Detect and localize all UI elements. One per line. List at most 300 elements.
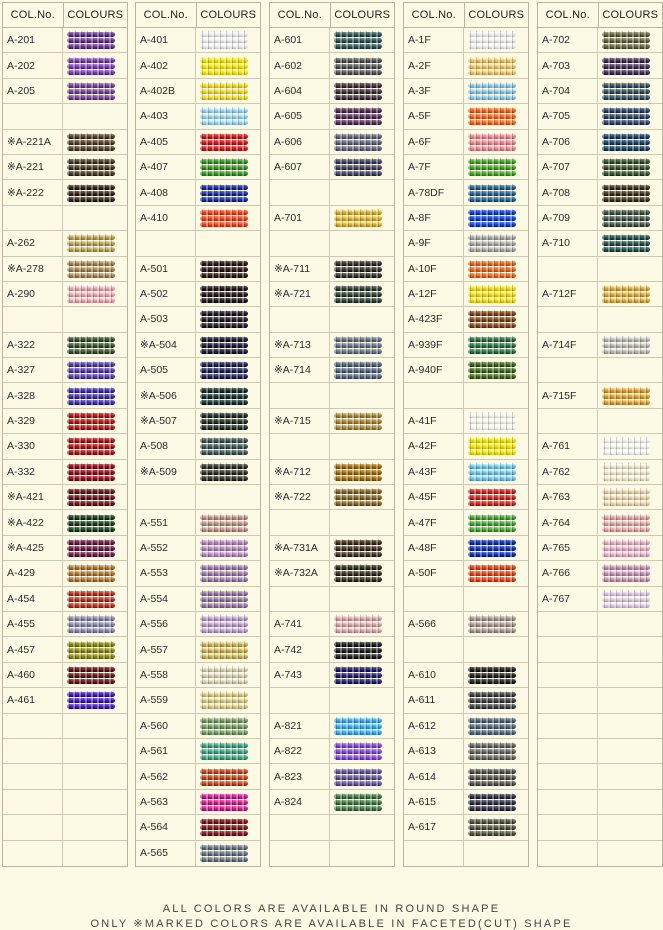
table-row: [136, 409, 260, 434]
swatch-cell: [63, 282, 127, 306]
bead-swatch: [200, 310, 248, 328]
color-code: A-402: [136, 53, 196, 77]
column-header: [136, 3, 260, 28]
bead-swatch: [602, 82, 650, 100]
swatch-cell: [598, 663, 662, 687]
color-code: A-3F: [404, 79, 464, 103]
table-row: [270, 307, 394, 332]
bead-swatch: [200, 260, 248, 278]
table-row: [270, 79, 394, 104]
color-code: ※A-425: [3, 536, 63, 560]
color-code: ※A-712: [270, 460, 330, 484]
table-row: [404, 206, 528, 231]
bead-swatch: [602, 234, 650, 252]
swatch-cell: [196, 383, 260, 407]
bead-swatch: [602, 387, 650, 405]
color-code: ※A-504: [136, 333, 196, 357]
color-code: A-565: [136, 841, 196, 866]
table-row: [538, 637, 662, 662]
column-3: [269, 2, 395, 867]
bead-swatch: [67, 336, 115, 354]
bead-swatch: [602, 564, 650, 582]
column-header: [538, 3, 662, 28]
color-code: A-558: [136, 663, 196, 687]
bead-swatch: [468, 310, 516, 328]
bead-swatch: [602, 209, 650, 227]
table-row: [3, 637, 127, 662]
color-code: [538, 739, 598, 763]
swatch-cell: [330, 79, 394, 103]
table-row: [538, 561, 662, 586]
color-code: A-706: [538, 130, 598, 154]
color-code: [3, 104, 63, 128]
color-code: A-508: [136, 434, 196, 458]
color-code: A-566: [404, 612, 464, 636]
swatch-cell: [464, 612, 528, 636]
swatch-cell: [196, 663, 260, 687]
color-code: A-205: [3, 79, 63, 103]
bead-swatch: [468, 412, 516, 430]
table-row: [404, 28, 528, 53]
swatch-cell: [330, 485, 394, 509]
colours-header: COLOURS: [67, 9, 124, 21]
swatch-cell: [196, 434, 260, 458]
bead-swatch: [602, 107, 650, 125]
color-code: [404, 637, 464, 661]
swatch-cell: [330, 790, 394, 814]
color-code: A-41F: [404, 409, 464, 433]
bead-swatch: [67, 184, 115, 202]
swatch-cell: [598, 587, 662, 611]
table-row: [136, 434, 260, 459]
swatch-cell: [330, 815, 394, 839]
table-row: [404, 739, 528, 764]
color-code: ※A-714: [270, 358, 330, 382]
swatch-cell: [598, 434, 662, 458]
color-code: A-559: [136, 688, 196, 712]
table-row: [538, 257, 662, 282]
swatch-cell: [330, 510, 394, 534]
table-row: [538, 79, 662, 104]
bead-swatch: [334, 57, 382, 75]
color-code: A-557: [136, 637, 196, 661]
color-code: A-606: [270, 130, 330, 154]
color-code: A-742: [270, 637, 330, 661]
swatch-cell: [63, 383, 127, 407]
swatch-cell: [196, 460, 260, 484]
table-row: [538, 358, 662, 383]
swatch-cell: [63, 663, 127, 687]
swatch-cell: [330, 764, 394, 788]
table-row: [270, 510, 394, 535]
table-row: [404, 409, 528, 434]
swatch-cell: [63, 180, 127, 204]
swatch-cell: [598, 79, 662, 103]
bead-swatch: [468, 133, 516, 151]
swatch-cell: [196, 688, 260, 712]
swatch-cell: [196, 231, 260, 255]
col-no-header: COL.No.: [3, 3, 64, 27]
swatch-cell: [330, 104, 394, 128]
bead-swatch: [602, 184, 650, 202]
color-code: [538, 815, 598, 839]
color-code: [270, 231, 330, 255]
color-code: ※A-221: [3, 155, 63, 179]
swatch-cell: [63, 815, 127, 839]
color-code: A-761: [538, 434, 598, 458]
color-code: [538, 790, 598, 814]
bead-swatch: [468, 539, 516, 557]
table-row: [270, 358, 394, 383]
bead-swatch: [602, 57, 650, 75]
color-code: A-552: [136, 536, 196, 560]
swatch-cell: [330, 434, 394, 458]
color-code: A-403: [136, 104, 196, 128]
color-code: ※A-222: [3, 180, 63, 204]
table-row: [404, 460, 528, 485]
swatch-cell: [598, 130, 662, 154]
swatch-cell: [464, 79, 528, 103]
color-code: A-703: [538, 53, 598, 77]
table-row: [538, 485, 662, 510]
color-code: A-605: [270, 104, 330, 128]
color-code: A-501: [136, 257, 196, 281]
table-row: [3, 28, 127, 53]
color-code: A-262: [3, 231, 63, 255]
table-row: [136, 663, 260, 688]
bead-swatch: [67, 615, 115, 633]
table-row: [136, 460, 260, 485]
bead-swatch: [67, 31, 115, 49]
swatch-cell: [464, 536, 528, 560]
swatch-cell: [196, 815, 260, 839]
color-code: [538, 307, 598, 331]
table-row: [136, 333, 260, 358]
swatch-cell: [330, 587, 394, 611]
table-row: [3, 155, 127, 180]
table-row: [404, 180, 528, 205]
bead-swatch: [200, 590, 248, 608]
table-row: [270, 130, 394, 155]
swatch-cell: [464, 841, 528, 866]
color-code: A-612: [404, 714, 464, 738]
color-code: A-329: [3, 409, 63, 433]
table-row: [270, 790, 394, 815]
table-row: [270, 28, 394, 53]
table-row: [538, 841, 662, 866]
table-row: [270, 53, 394, 78]
color-code: [538, 409, 598, 433]
color-code: A-741: [270, 612, 330, 636]
bead-swatch: [334, 666, 382, 684]
color-code: ※A-715: [270, 409, 330, 433]
swatch-cell: [598, 688, 662, 712]
bead-swatch: [334, 539, 382, 557]
table-row: [538, 460, 662, 485]
bead-swatch: [67, 641, 115, 659]
table-row: [3, 180, 127, 205]
color-code: A-705: [538, 104, 598, 128]
swatch-cell: [464, 434, 528, 458]
swatch-cell: [196, 536, 260, 560]
table-row: [538, 28, 662, 53]
color-code: A-762: [538, 460, 598, 484]
color-code: A-12F: [404, 282, 464, 306]
table-row: [404, 688, 528, 713]
table-row: [3, 257, 127, 282]
table-row: [3, 460, 127, 485]
table-row: [270, 764, 394, 789]
swatch-cell: [598, 257, 662, 281]
bead-swatch: [200, 539, 248, 557]
table-row: [404, 383, 528, 408]
swatch-cell: [63, 434, 127, 458]
table-row: [538, 383, 662, 408]
table-row: [3, 536, 127, 561]
bead-swatch: [334, 488, 382, 506]
color-code: A-5F: [404, 104, 464, 128]
bead-swatch: [67, 285, 115, 303]
swatch-cell: [63, 79, 127, 103]
color-code: A-562: [136, 764, 196, 788]
swatch-cell: [196, 510, 260, 534]
color-code: A-503: [136, 307, 196, 331]
swatch-cell: [464, 282, 528, 306]
swatch-cell: [464, 764, 528, 788]
swatch-cell: [330, 333, 394, 357]
color-code: ※A-711: [270, 257, 330, 281]
table-row: [270, 688, 394, 713]
color-code: A-9F: [404, 231, 464, 255]
table-row: [3, 130, 127, 155]
swatch-cell: [598, 383, 662, 407]
color-code: A-408: [136, 180, 196, 204]
color-code: A-940F: [404, 358, 464, 382]
swatch-cell: [464, 231, 528, 255]
bead-swatch: [468, 285, 516, 303]
color-code: A-322: [3, 333, 63, 357]
table-row: [136, 587, 260, 612]
swatch-cell: [464, 180, 528, 204]
table-row: [136, 231, 260, 256]
bead-swatch: [200, 514, 248, 532]
table-row: [136, 612, 260, 637]
color-code: A-611: [404, 688, 464, 712]
bead-swatch: [67, 666, 115, 684]
column-5: [537, 2, 663, 867]
table-row: [404, 104, 528, 129]
bead-swatch: [468, 260, 516, 278]
swatch-cell: [330, 155, 394, 179]
color-code: [3, 307, 63, 331]
bead-swatch: [200, 742, 248, 760]
color-code: [3, 739, 63, 763]
table-row: [136, 282, 260, 307]
color-code: A-823: [270, 764, 330, 788]
color-code: [538, 663, 598, 687]
table-row: [404, 714, 528, 739]
color-code: [3, 714, 63, 738]
color-code: [538, 358, 598, 382]
swatch-cell: [598, 637, 662, 661]
color-code: A-455: [3, 612, 63, 636]
color-code: A-47F: [404, 510, 464, 534]
bead-swatch: [334, 793, 382, 811]
bead-swatch: [200, 641, 248, 659]
bead-swatch: [200, 666, 248, 684]
swatch-cell: [598, 485, 662, 509]
color-code: A-45F: [404, 485, 464, 509]
color-code: A-709: [538, 206, 598, 230]
color-code: A-78DF: [404, 180, 464, 204]
swatch-cell: [464, 53, 528, 77]
table-row: [3, 383, 127, 408]
color-code: A-822: [270, 739, 330, 763]
color-code: A-764: [538, 510, 598, 534]
color-code: ※A-509: [136, 460, 196, 484]
color-code: A-743: [270, 663, 330, 687]
table-row: [3, 510, 127, 535]
table-row: [404, 358, 528, 383]
table-row: [136, 307, 260, 332]
color-code: [270, 510, 330, 534]
bead-swatch: [334, 260, 382, 278]
bead-swatch: [200, 107, 248, 125]
colours-header: COLOURS: [200, 9, 257, 21]
color-code: A-615: [404, 790, 464, 814]
table-row: [136, 637, 260, 662]
table-row: [3, 307, 127, 332]
bead-swatch: [334, 641, 382, 659]
swatch-cell: [196, 841, 260, 866]
color-code: A-613: [404, 739, 464, 763]
table-row: [404, 79, 528, 104]
swatch-cell: [598, 282, 662, 306]
swatch-cell: [464, 358, 528, 382]
swatch-cell: [598, 536, 662, 560]
table-row: [404, 53, 528, 78]
bead-swatch: [468, 793, 516, 811]
table-row: [270, 637, 394, 662]
swatch-cell: [63, 612, 127, 636]
bead-swatch: [468, 564, 516, 582]
color-code: A-607: [270, 155, 330, 179]
color-code: A-461: [3, 688, 63, 712]
color-code: A-767: [538, 587, 598, 611]
table-row: [538, 663, 662, 688]
table-row: [270, 663, 394, 688]
table-row: [3, 206, 127, 231]
bead-swatch: [67, 57, 115, 75]
swatch-cell: [330, 409, 394, 433]
bead-swatch: [334, 209, 382, 227]
table-row: [404, 155, 528, 180]
table-row: [270, 282, 394, 307]
table-row: [136, 383, 260, 408]
color-code: A-564: [136, 815, 196, 839]
swatch-cell: [330, 714, 394, 738]
color-code: ※A-731A: [270, 536, 330, 560]
bead-swatch: [334, 742, 382, 760]
bead-swatch: [468, 57, 516, 75]
bead-swatch: [334, 285, 382, 303]
bead-swatch: [468, 717, 516, 735]
table-row: [404, 333, 528, 358]
bead-swatch: [67, 260, 115, 278]
swatch-cell: [464, 688, 528, 712]
color-code: [270, 383, 330, 407]
swatch-cell: [63, 510, 127, 534]
color-code: [3, 790, 63, 814]
color-code: A-939F: [404, 333, 464, 357]
color-code: A-563: [136, 790, 196, 814]
swatch-cell: [598, 790, 662, 814]
table-row: [538, 714, 662, 739]
bead-swatch: [468, 666, 516, 684]
swatch-cell: [464, 714, 528, 738]
table-row: [270, 739, 394, 764]
bead-swatch: [468, 31, 516, 49]
table-row: [538, 307, 662, 332]
table-row: [270, 104, 394, 129]
table-row: [404, 485, 528, 510]
swatch-cell: [330, 460, 394, 484]
bead-swatch: [67, 387, 115, 405]
bead-swatch: [334, 361, 382, 379]
color-code: ※A-713: [270, 333, 330, 357]
table-row: [404, 510, 528, 535]
table-row: [538, 434, 662, 459]
table-row: [136, 815, 260, 840]
color-code: A-6F: [404, 130, 464, 154]
swatch-cell: [330, 28, 394, 52]
swatch-cell: [598, 307, 662, 331]
bead-swatch: [200, 437, 248, 455]
bead-swatch: [602, 514, 650, 532]
swatch-cell: [196, 612, 260, 636]
swatch-cell: [464, 333, 528, 357]
color-code: A-332: [3, 460, 63, 484]
bead-swatch: [468, 107, 516, 125]
bead-swatch: [67, 488, 115, 506]
swatch-cell: [63, 130, 127, 154]
table-row: [538, 53, 662, 78]
color-code: ※A-422: [3, 510, 63, 534]
swatch-cell: [196, 257, 260, 281]
swatch-cell: [63, 53, 127, 77]
bead-swatch: [67, 564, 115, 582]
table-row: [538, 688, 662, 713]
table-row: [136, 790, 260, 815]
bead-swatch: [200, 463, 248, 481]
table-row: [3, 714, 127, 739]
swatch-cell: [196, 206, 260, 230]
color-code: [3, 764, 63, 788]
color-code: A-43F: [404, 460, 464, 484]
bead-swatch: [200, 793, 248, 811]
swatch-cell: [196, 104, 260, 128]
table-row: [136, 739, 260, 764]
swatch-cell: [63, 561, 127, 585]
color-code: A-502: [136, 282, 196, 306]
bead-swatch: [334, 768, 382, 786]
footer-line-faceted: ONLY ※MARKED COLORS ARE AVAILABLE IN FACETED(CUT) SHAPE: [90, 918, 573, 930]
table-row: [404, 612, 528, 637]
swatch-cell: [330, 206, 394, 230]
color-code: ※A-507: [136, 409, 196, 433]
table-row: [136, 714, 260, 739]
bead-swatch: [67, 539, 115, 557]
